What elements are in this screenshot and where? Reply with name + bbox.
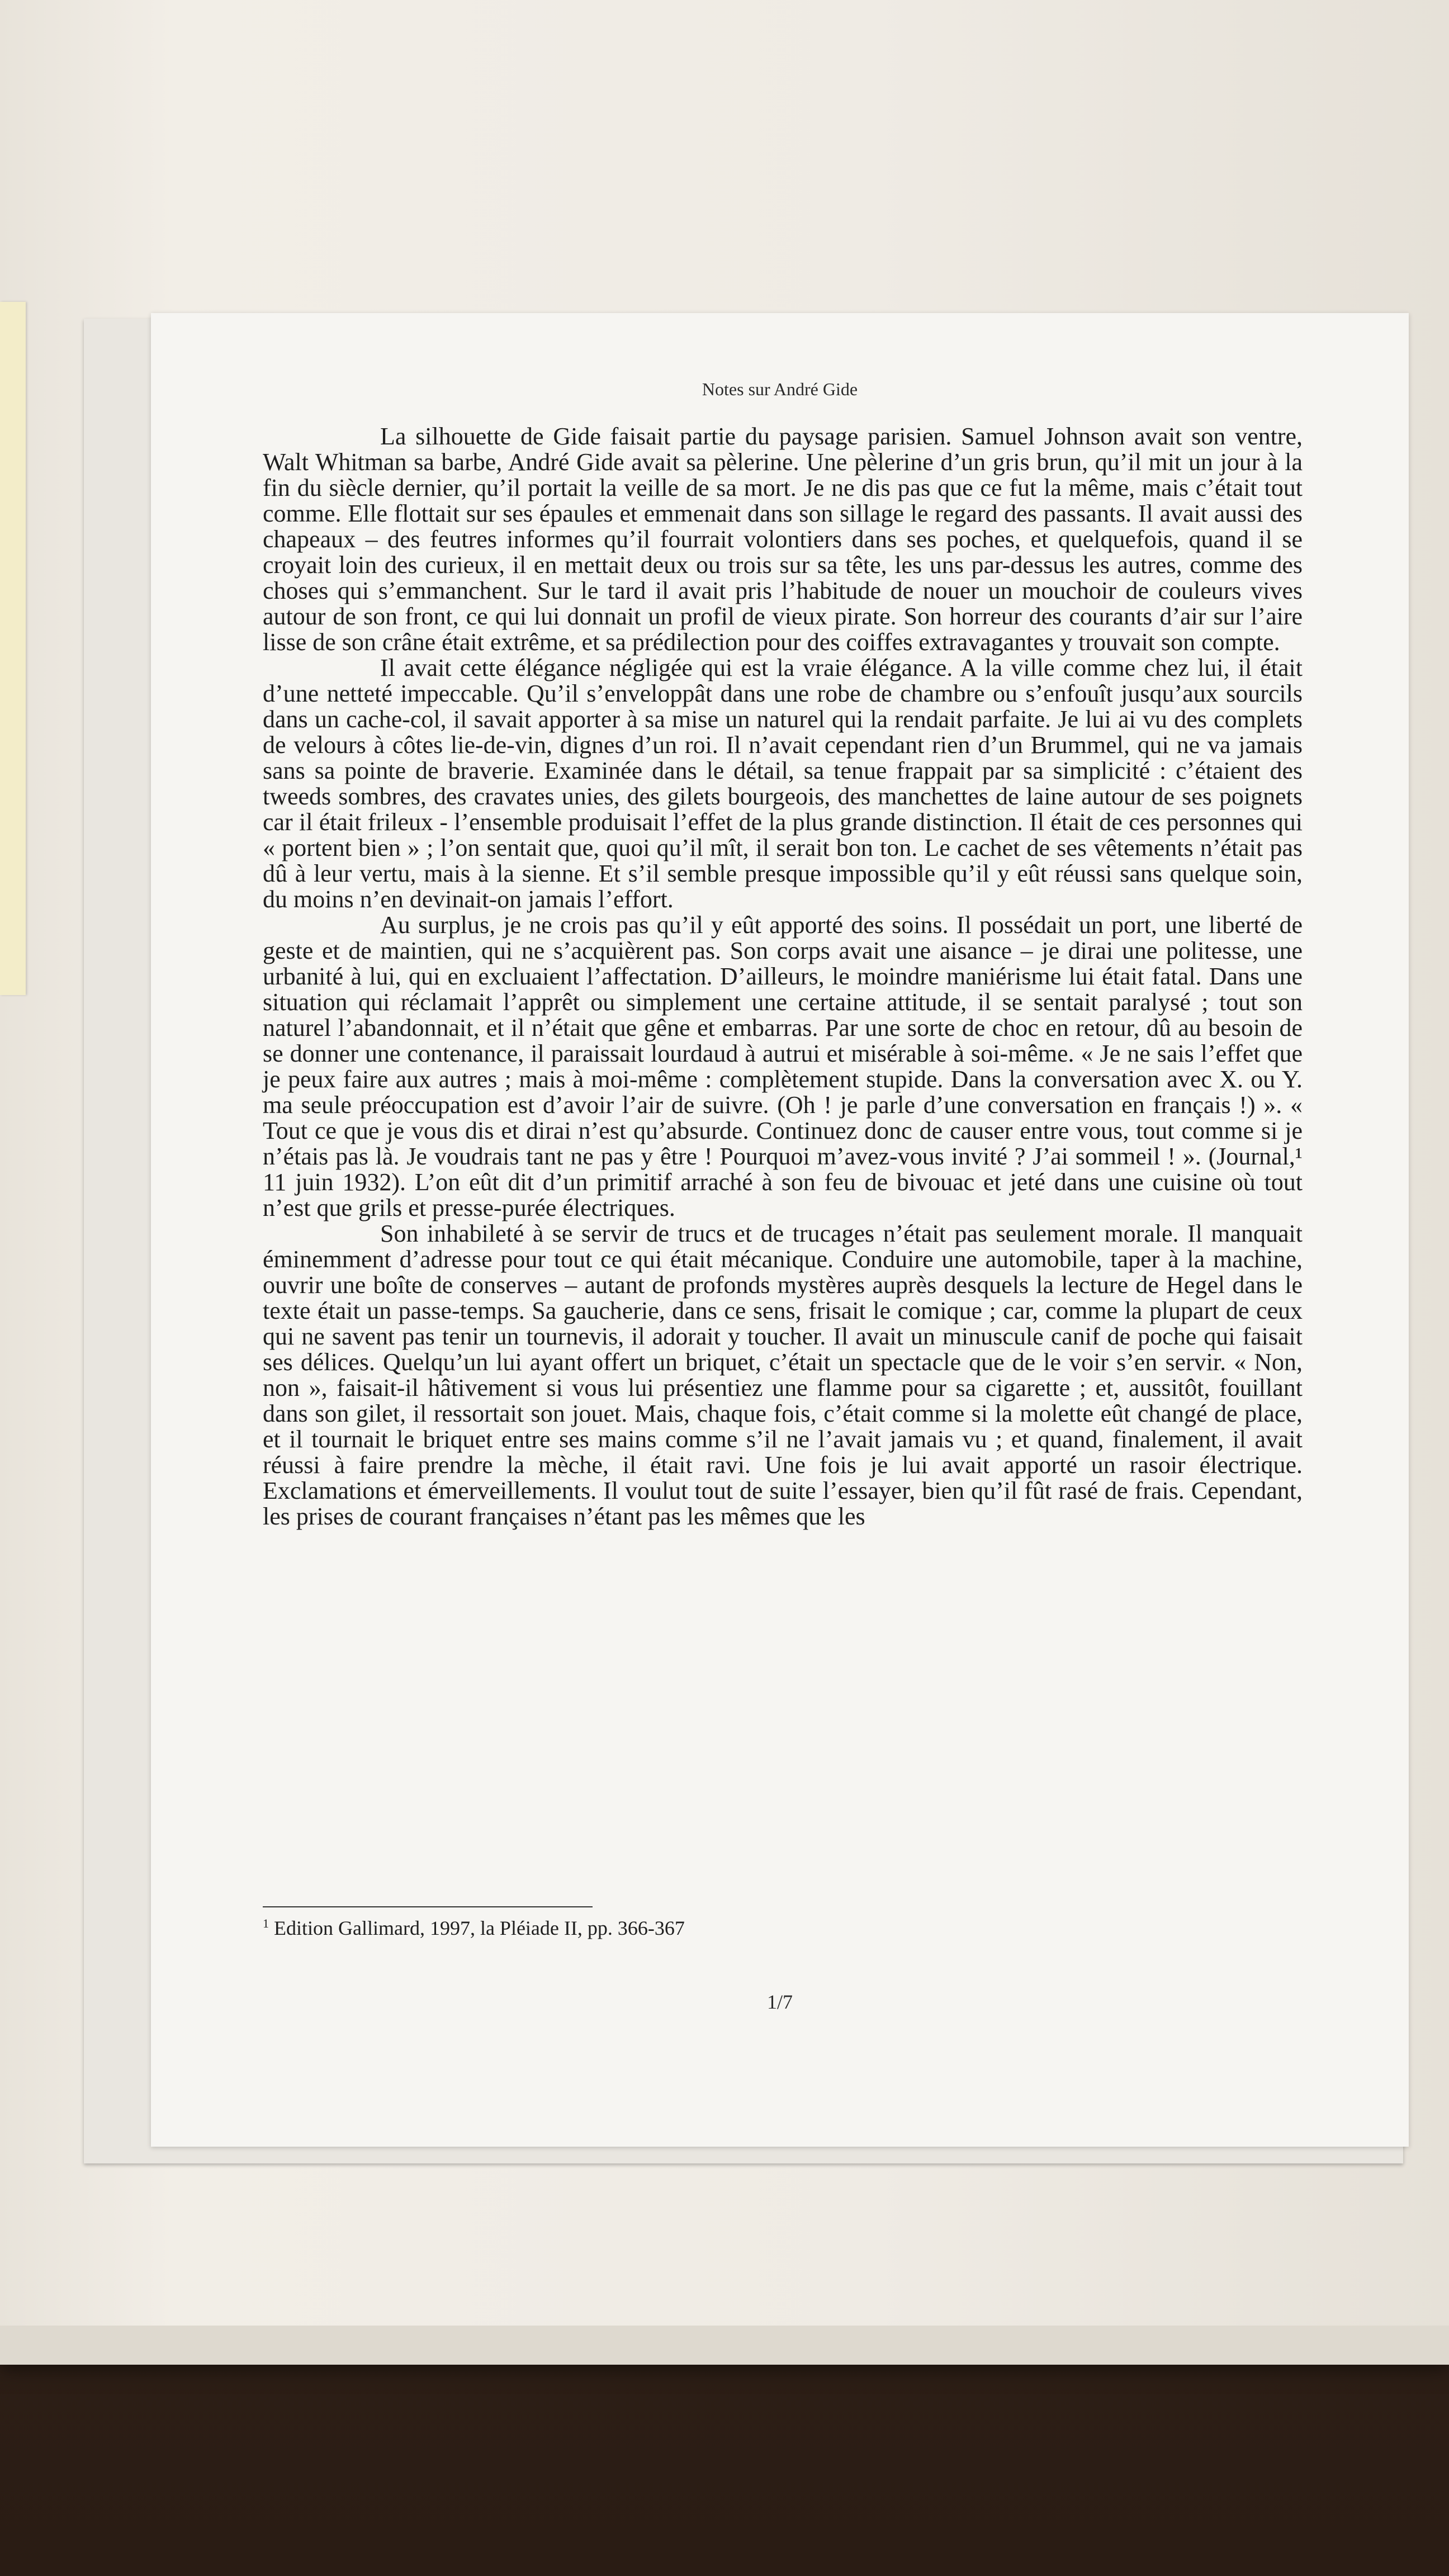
running-header: Notes sur André Gide [702,379,858,399]
document-page [151,313,1409,2147]
footnote-divider [263,1906,593,1907]
paragraph: Au surplus, je ne crois pas qu’il y eût apporté des soins. Il possédait un port, une liberté de geste et de maintien, qui ne s’acquièrent pas. Son corps avait une aisance – je dirai une politesse, une urbanité à lui, qui en excluaient l’affectation. D’ailleurs, le moindre maniérisme lui était fatal. Dans une situation qui réclamait l’apprêt ou simplement une certaine attitude, il se sentait paralysé ; tout son naturel l’abandonnait, et il n’était que gêne et embarras. Par une sorte de choc en retour, dû au besoin de se donner une contenance, il paraissait lourdaud à autrui et misérable à soi-même. « Je ne sais l’effet que je peux faire aux autres ; mais à moi-même : complètement stupide. Dans la conversation avec X. ou Y. ma seule préoccupation est d’avoir l’air de suivre. (Oh ! je parle d’une conversation en français !) ». « Tout ce que je vous dis et dirai n’est qu’absurde. Continuez donc de causer entre vous, tout comme si je n’étais pas là. Je voudrais tant ne pas y être ! Pourquoi m’avez-vous invité ? J’ai sommeil ! ». (Journal,¹ 11 juin 1932). L’on eût dit d’un primitif arraché à son feu de bivouac et jeté dans une cuisine où tout n’est que grils et presse-purée électriques. [263,911,1303,1221]
footnote [263,1916,685,1940]
footnote-marker: 1 [263,1916,269,1930]
paragraph: Il avait cette élégance négligée qui est la vraie élégance. A la ville comme chez lui, il était d’une netteté impeccable. Qu’il s’enveloppât dans une robe de chambre ou s’enfouît jusqu’aux sourcils dans un cache-col, il savait apporter à sa mise un naturel qui la rendait parfaite. Je lui ai vu des complets de velours à côtes lie-de-vin, dignes d’un roi. Il n’avait cependant rien d’un Brummel, qui ne va jamais sans sa pointe de braverie. Examinée dans le détail, sa tenue frappait par sa simplicité : c’étaient des tweeds sombres, des cravates unies, des gilets bourgeois, des manchettes de laine autour de ses poignets car il était frileux - l’ensemble produisait l’effet de la plus grande distinction. Il était de ces personnes qui « portent bien » ; l’on sentait que, quoi qu’il mît, il serait bon ton. Le cachet de ses vêtements n’était pas dû à leur vertu, mais à la sienne. Et s’il semble presque impossible qu’il y eût réussi sans quelque soin, du moins n’en devinait-on jamais l’effort. [263,654,1303,913]
binder-edge [0,2326,1449,2365]
page-number: 1/7 [766,1991,793,2013]
yellow-tab [0,302,26,995]
paragraph: Son inhabileté à se servir de trucs et de trucages n’était pas seulement morale. Il manquait éminemment d’adresse pour tout ce qui était mécanique. Conduire une automobile, taper à la machine, ouvrir une boîte de conserves – autant de profonds mystères auprès desquels la lecture de Hegel dans le texte était un passe-temps. Sa gaucherie, dans ce sens, frisait le comique ; car, comme la plupart de ceux qui ne savent pas tenir un tournevis, il adorait y toucher. Il avait un minuscule canif de poche qui faisait ses délices. Quelqu’un lui ayant offert un briquet, c’était un spectacle que de le voir s’en servir. « Non, non », faisait-il hâtivement si vous lui présentiez une flamme pour sa cigarette ; et, aussitôt, fouillant dans son gilet, il ressortait son jouet. Mais, chaque fois, c’était comme si la molette eût changé de place, et il tournait le briquet entre ses mains comme s’il ne l’avait jamais vu ; et quand, finalement, il avait réussi à faire prendre la mèche, il était ravi. Une fois je lui avait apporté un rasoir électrique. Exclamations et émerveillements. Il voulut tout de suite l’essayer, bien qu’il fût rasé de frais. Cependant, les prises de courant françaises n’étant pas les mêmes que les [263,1220,1303,1530]
body-text [263,424,1303,1530]
paragraph: La silhouette de Gide faisait partie du paysage parisien. Samuel Johnson avait son ventre, Walt Whitman sa barbe, André Gide avait sa pèlerine. Une pèlerine d’un gris brun, qu’il mit un jour à la fin du siècle dernier, qu’il portait la veille de sa mort. Je ne dis pas que ce fut la même, mais c’était tout comme. Elle flottait sur ses épaules et emmenait dans son sillage le regard des passants. Il avait aussi des chapeaux – des feutres informes qu’il fourrait volontiers dans ses poches, et quelquefois, quand il se croyait loin des curieux, il en mettait deux ou trois sur sa tête, les uns par-dessus les autres, comme des choses qui s’emmanchent. Sur le tard il avait pris l’habitude de nouer un mouchoir de couleurs vives autour de son front, ce qui lui donnait un profil de vieux pirate. Son horreur des courants d’air sur l’aire lisse de son crâne était extrême, et sa prédilection pour des coiffes extravagantes y trouvait son compte. [263,423,1303,656]
footnote-text: Edition Gallimard, 1997, la Pléiade II, pp. 366-367 [274,1917,685,1939]
